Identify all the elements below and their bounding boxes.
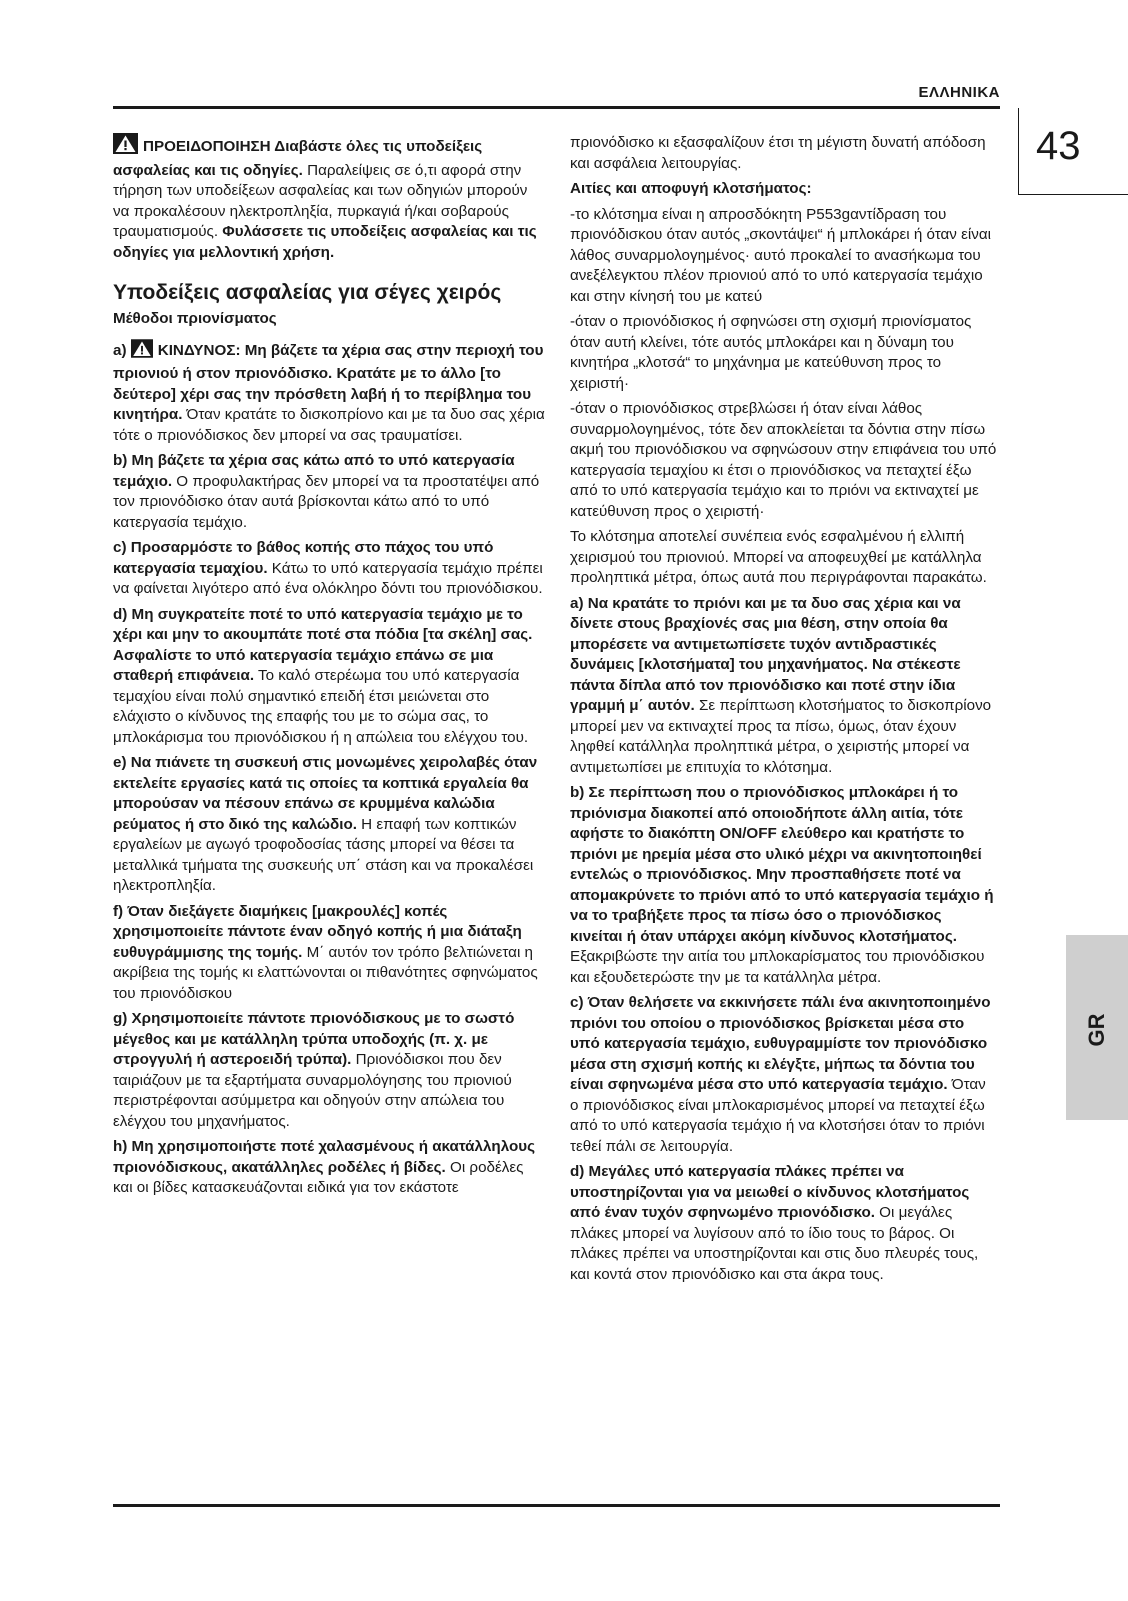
item-g-text: Πριονόδισκοι που δεν ταιριάζουν με τα εξαρτήματα συναρμολόγησης του πριονιού περιστρέφονται ασύμμετρα και οδηγούν στην απώλεια του ελέγχου του μηχανήματος. [113,1051,512,1130]
kickback-cause-2: -όταν ο πριονόδισκος ή σφηνώσει στη σχισμή πριονίσματος όταν αυτή κλείνει, τότε αυτός μπλοκάρει και η δύναμη του κινητήρα „κλοτσά“ το μηχάνημα με κατεύθυνση προς το χειριστή· [570,313,972,392]
kickback-cause-1: -το κλότσημα είναι η απροσδόκητη P553gαντίδραση του πριονόδισκου όταν αυτός „σκοντάψει“ ή μπλοκάρει ή όταν είναι λάθος συναρμολογημένος· αυτό προκαλεί το ανασήκωμα του ανεξέλεγκτου πλέον πριονιού από το υπό κατεργασία τεμάχιο και στην κίνησή του με κατεύ [570,205,991,305]
item-g [113,1009,545,1132]
warning-paragraph [113,133,545,263]
section-title: Υποδείξεις ασφαλείας για σέγες χειρός [113,281,502,304]
warning-triangle-icon [113,133,138,161]
continued-text: πριονόδισκο κι εξασφαλίζουν έτσι τη μέγιστη δυνατή απόδοση και ασφάλεια λειτουργίας. [570,134,986,172]
item-f-bold: f) Όταν διεξάγετε διαμήκεις [μακρουλές] κοπές χρησιμοποιείτε πάντοτε έναν οδηγό κοπής ή μια διάταξη ευθυγράμμισης της τομής. [113,902,522,961]
right-item-b [570,783,998,988]
item-f-text: Μ΄ αυτόν τον τρόπο βελτιώνεται η ακρίβεια της τομής κι ελαττώνονται οι πιθανότητες σφηνώματος του πριονόδισκου [113,943,538,1002]
left-column [113,133,545,1204]
bottom-rule [113,1504,1000,1507]
item-d [113,605,545,749]
sub-title-methods: Μέθοδοι πριονίσματος [113,310,277,327]
kickback-cause-3: -όταν ο πριονόδισκος στρεβλώσει ή όταν είναι λάθος συναρμολογημένος, τότε δεν αποκλείεται τα δόντια στην πίσω ακμή του πριονόδισκου να σφηνώσουν στην επιφάνεια του υπό κατεργασία τεμαχίου κι έτσι ο πριονόδισκος να πεταχτεί έξω από το υπό κατεργασία τεμάχιο και το πριόνι να εκτιναχτεί με κατεύθυνση προς ο χειριστή· [570,400,997,520]
right-item-d-bold: d) Μεγάλες υπό κατεργασία πλάκες πρέπει να υποστηρίζονται για να μειωθεί ο κίνδυνος κλοτσήματος από έναν τυχόν σφηνωμένο πριονόδισκο. [570,1163,970,1221]
item-h [113,1137,545,1199]
right-item-b-text: Εξακριβώστε την αιτία του μπλοκαρίσματος του πριονόδισκου και εξουδετερώστε την με τα κατάλληλα μέτρα. [570,948,985,986]
top-rule [113,106,1000,109]
right-item-c-text: Όταν ο πριονόδισκος είναι μπλοκαρισμένος μπορεί να πεταχτεί έξω από το υπό κατεργασία τεμάχιο ή να κλοτσήσει όταν το πριόνι τεθεί πάλι σε λειτουργία. [570,1076,986,1155]
right-item-d-text: Οι μεγάλες πλάκες μπορεί να λυγίσουν από το ίδιο τους το βάρος. Οι πλάκες πρέπει να υποστηρίζονται και στις δυο πλευρές τους, και κοντά στον πριονόδισκο και στα άκρα τους. [570,1204,979,1283]
right-item-d [570,1162,998,1285]
item-f [113,902,545,1005]
warning-bold-intro: ΠΡΟΕΙΔΟΠΟΙΗΣΗ Διαβάστε όλες τις υποδείξεις ασφαλείας και τις οδηγίες. [113,138,483,179]
right-item-b-bold: b) Σε περίπτωση που ο πριονόδισκος μπλοκάρει ή το πριόνισμα διακοπεί από οποιοδήποτε άλλη αιτία, τότε αφήστε το διακόπτη ON/OFF ελεύθερο και κρατήστε το πριόνι με ηρεμία μέσα στο υλικό μέχρι να ακινητοποιηθεί εντελώς ο πριονόδισκος. Μην προσπαθήσετε ποτέ να απομακρύνετε το πριόνι από το υπό κατεργασία τεμάχιο ή να το τραβήξετε προς τα πίσω όσο ο πριονόδισκος κινείται ή όταν υπάρχει ακόμη κίνδυνος κλοτσήματος. [570,784,994,945]
kickback-summary: Το κλότσημα αποτελεί συνέπεια ενός εσφαλμένου ή ελλιπή χειρισμού του πριονιού. Μπορεί να αποφευχθεί με κατάλληλα προληπτικά μέτρα, όπως αυτά που περιγράφονται παρακάτω. [570,528,987,586]
item-b-text: Ο προφυλακτήρας δεν μπορεί να τα προστατέψει από τον πριονόδισκο όταν αυτά βρίσκονται κάτω από το υπό κατεργασία τεμάχιο. [113,472,540,531]
item-g-bold: g) Χρησιμοποιείτε πάντοτε πριονόδισκους με το σωστό μέγεθος και με κατάλληλη τρύπα υποδοχής (π. χ. με στρογγυλή ή αστεροειδή τρύπα). [113,1010,515,1068]
header-language: ΕΛΛΗΝΙΚΑ [918,84,1000,101]
item-c-bold: c) Προσαρμόστε το βάθος κοπής στο πάχος του υπό κατεργασία τεμαχίου. [113,539,494,577]
item-h-text: Οι ροδέλες και οι βίδες κατασκευάζονται ειδικά για τον εκάστοτε [113,1158,524,1196]
item-a-text: Όταν κρατάτε το δισκοπρίονο και με τα δυο σας χέρια τότε ο πριονόδισκος δεν μπορεί να σας τραυματίσει. [113,406,545,444]
right-item-c [570,993,998,1157]
item-c [113,538,545,600]
item-c-text: Κάτω το υπό κατεργασία τεμάχιο πρέπει να φαίνεται λιγότερο από ένα ολόκληρο δόντι του πριονόδισκου. [113,559,543,597]
item-e-bold: e) Να πιάνετε τη συσκευή στις μονωμένες χειρολαβές όταν εκτελείτε εργασίες κατά τις οποίες τα κοπτικά εργαλεία θα μπορούσαν να πέσουν επάνω σε κρυμμένα καλώδια ρεύματος ή στο δικό της καλώδιο. [113,754,538,833]
item-h-bold: h) Μη χρησιμοποιήστε ποτέ χαλασμένους ή ακατάλληλους πριονόδισκους, ακατάλληλες ροδέλες ή βίδες. [113,1138,535,1176]
warning-text: Παραλείψεις σε ό,τι αφορά στην τήρηση των υποδείξεων ασφαλείας και των οδηγιών μπορούν να προκαλέσουν ηλεκτροπληξία, πυρκαγιά ή/και σοβαρούς τραυματισμούς. [113,161,528,240]
right-item-a [570,594,998,779]
item-e [113,753,545,897]
item-b-bold: b) Μη βάζετε τα χέρια σας κάτω από το υπό κατεργασία τεμάχιο. [113,452,515,490]
page-number: 43 [1036,124,1081,168]
item-d-bold: d) Μη συγκρατείτε ποτέ το υπό κατεργασία τεμάχιο με το χέρι και μην το ακουμπάτε ποτέ στα πόδια [τα σκέλη] σας. Ασφαλίστε το υπό κατεργασία τεμάχιο επάνω σε μια σταθερή επιφάνεια. [113,605,533,684]
right-item-a-text: Σε περίπτωση κλοτσήματος το δισκοπρίονο μπορεί μεν να εκτιναχτεί προς τα πίσω, όμως, όταν έχουν ληφθεί κατάλληλα προληπτικά μέτρα, ο χειριστής μπορεί να αντιμετωπίσει με επιτυχία το κλότσημα. [570,697,992,776]
item-a [113,339,545,447]
danger-triangle-icon [131,339,153,365]
item-b [113,451,545,533]
item-e-text: Η επαφή των κοπτικών εργαλείων με αγωγό τροφοδοσίας τάσης μπορεί να θέσει τα μεταλλικά τμήματα της συσκευής υπ΄ στάση και να προκαλέσει ηλεκτροπληξία. [113,815,534,894]
right-item-c-bold: c) Όταν θελήσετε να εκκινήσετε πάλι ένα ακινητοποιημένο πριόνι του οποίου ο πριονόδισκος βρίσκεται μέσα στο υπό κατεργασία τεμάχιο, ευθυγραμμίστε τον πριονόδισκο μέσα στη σχισμή κοπής κι ελέγξτε, μήπως τα δόντια του είναι σφηνωμένα μέσα στο υπό κατεργασία τεμάχιο. [570,994,991,1093]
item-a-bold: ΚΙΝΔΥΝΟΣ: Μη βάζετε τα χέρια σας στην περιοχή του πριονιού ή στον πριονόδισκο. Κρατάτε με το άλλο [το δεύτερο] χέρι σας την πρόσθετη λαβή ή το περίβλημα του κινητήρα. [113,341,544,423]
right-item-a-bold: a) Να κρατάτε το πριόνι και με τα δυο σας χέρια και να δίνετε στους βραχίονές σας μια θέση, στην οποία θα μπορέσετε να αντιμετωπίσετε τυχόν αντιδραστικές δυνάμεις [κλοτσήματα] του μηχανήματος. Να στέκεστε πάντα δίπλα από τον πριονόδισκο και ποτέ στην ίδια γραμμή μ΄ αυτόν. [570,594,961,714]
right-column [570,133,998,1290]
warning-bold-keep: Φυλάσσετε τις υποδείξεις ασφαλείας και τις οδηγίες για μελλοντική χρήση. [113,223,537,261]
language-tab-label: GR [1084,1013,1109,1047]
item-d-text: Το καλό στερέωμα του υπό κατεργασία τεμαχίου είναι πολύ σημαντικό επειδή έτσι μειώνεται στο ελάχιστο ο κίνδυνος της επαφής του με το σώμα σας, το μπλοκάρισμα του πριονόδισκου ή η απώλεια του ελέγχου του. [113,667,529,746]
item-a-label: a) [113,341,131,359]
kickback-title: Αιτίες και αποφυγή κλοτσήματος: [570,180,812,197]
